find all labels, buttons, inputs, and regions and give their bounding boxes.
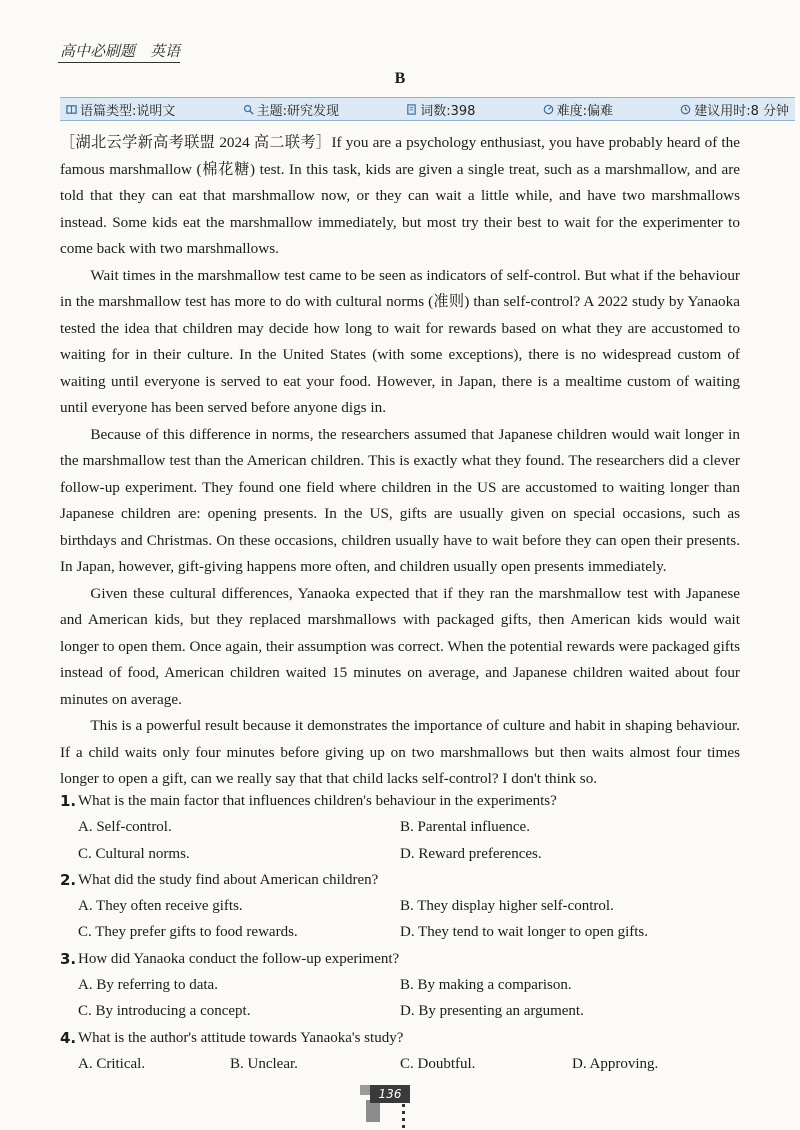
- passage-paragraph-4: Given these cultural differences, Yanaoka expected that if they ran the marshmallow test with Japanese and American kids, but they replaced marshmallows with packaged gifts, then American kids would wait longer to open them. Once again, their assumption was correct. When the potential rewards were packaged gifts instead of food, American children waited 15 minutes on average, and Japanese children waited about four minutes on average.: [60, 584, 740, 708]
- question-3: [60, 946, 750, 1025]
- header-underline: [58, 62, 180, 63]
- option-d: D. By presenting an argument.: [400, 1003, 584, 1020]
- option-a: A. By referring to data.: [78, 977, 218, 994]
- option-a: A. Critical.: [78, 1055, 146, 1072]
- page-dots-decoration: [402, 1104, 405, 1130]
- passage-paragraph-5: This is a powerful result because it demonstrates the importance of culture and habit in shaping behaviour. If a child waits only four minutes before giving up on two marshmallows but then waits almost four times longer to open a gift, can we really say that that child lacks self-control? I don't think so.: [60, 717, 740, 787]
- question-number: 2.: [60, 870, 77, 889]
- passage-topic: 主题:研究发现: [243, 100, 339, 119]
- passage-paragraph-2: Wait times in the marshmallow test came to be seen as indicators of self-control. But what if the behaviour in the marshmallow test has more to do with cultural norms (准则) than self-control? A 2022 study by Yanaoka tested the idea that children may decide how long to wait for rewards based on what they are accustomed to waiting for in their culture. In the United States (with some exceptions), there is no widespread custom of waiting until everyone is served to eat your food. However, in Japan, there is a mealtime custom of waiting until everyone has been served before anyone digs in.: [60, 266, 740, 416]
- clock-icon: [680, 104, 691, 115]
- passage-paragraph-3: Because of this difference in norms, the researchers assumed that Japanese children would wait longer in the marshmallow test than the American children. This is exactly what they found. The researchers did a clever follow-up experiment. They found one field where children in the US are accustomed to waiting longer than Japanese children are: opening presents. In the US, gifts are usually given on special occasions, such as birthdays and Christmas. On these occasions, children usually have to wait before they can open their presents. In Japan, however, gift-giving happens more often, and children usually open presents immediately.: [60, 425, 740, 575]
- option-b: B. By making a comparison.: [400, 977, 572, 994]
- option-d: D. Reward preferences.: [400, 845, 542, 862]
- passage-word-count: 词数:398: [406, 100, 475, 119]
- option-a: A. Self-control.: [78, 819, 172, 836]
- question-stem: What is the author's attitude towards Yanaoka's study?: [78, 1029, 404, 1046]
- option-b: B. Parental influence.: [400, 819, 530, 836]
- option-c: C. Cultural norms.: [78, 845, 190, 862]
- option-d: D. Approving.: [572, 1055, 659, 1072]
- option-c: C. By introducing a concept.: [78, 1003, 251, 1020]
- section-letter: B: [394, 70, 406, 87]
- question-stem: What did the study find about American children?: [78, 871, 379, 888]
- passage-difficulty: 难度:偏难: [543, 100, 613, 119]
- suggested-time: 建议用时:8 分钟: [680, 100, 789, 119]
- passage-type: 语篇类型:说明文: [66, 100, 175, 119]
- question-stem: What is the main factor that influences children's behaviour in the experiments?: [78, 793, 557, 809]
- option-c: C. They prefer gifts to food rewards.: [78, 924, 298, 941]
- option-a: A. They often receive gifts.: [78, 898, 243, 915]
- question-list: [60, 788, 750, 1077]
- passage-paragraph-1: ［湖北云学新高考联盟 2024 高二联考］If you are a psychology enthusiast, you have probably heard of the famous marshmallow (棉花糖) test. In this task, kids are given a single treat, such as a marshmallow, and are told that they can eat that marshmallow now, or they can wait a little while, and have two marshmallows instead. Some kids eat the marshmallow immediately, but most try their best to wait for the experimenter to come back with two marshmallows.: [60, 134, 740, 257]
- reading-passage: [60, 130, 740, 793]
- option-b: B. Unclear.: [230, 1055, 298, 1072]
- option-b: B. They display higher self-control.: [400, 898, 614, 915]
- page-decoration: [360, 1085, 370, 1095]
- question-2: [60, 867, 750, 946]
- page-decoration: [366, 1100, 380, 1122]
- option-c: C. Doubtful.: [400, 1055, 476, 1072]
- question-stem: How did Yanaoka conduct the follow-up experiment?: [78, 950, 400, 967]
- document-icon: [406, 104, 417, 115]
- book-header-title: 高中必刷题 英语: [60, 42, 181, 60]
- gauge-icon: [543, 104, 554, 115]
- option-d: D. They tend to wait longer to open gifts.: [400, 924, 649, 941]
- question-number: 1.: [60, 792, 77, 810]
- book-icon: [66, 104, 77, 115]
- question-number: 3.: [60, 949, 77, 968]
- info-bar: [60, 97, 795, 121]
- question-number: 4.: [60, 1028, 77, 1047]
- question-4: [60, 1025, 750, 1078]
- question-1: [60, 788, 750, 867]
- search-icon: [243, 104, 254, 115]
- page-number: 136: [370, 1085, 410, 1103]
